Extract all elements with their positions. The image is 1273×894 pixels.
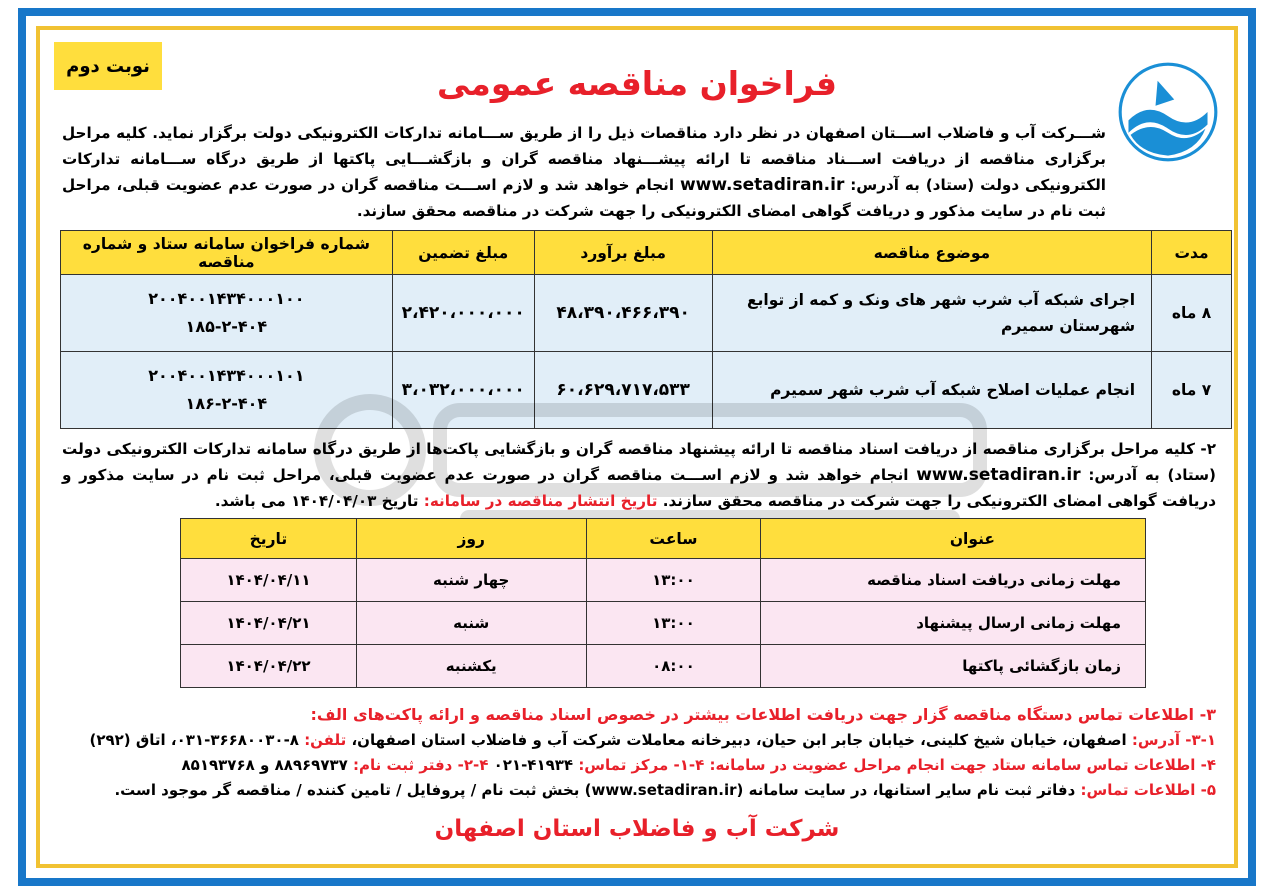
- other-contact-text: دفاتر ثبت نام سایر استانها، در سایت سامانه (www.setadiran.ir) بخش ثبت نام / پروفایل / تامین کننده / مناقصه گر موجود است.: [114, 781, 1076, 799]
- tender-number: ۱۸۵-۲-۴۰۴: [185, 317, 268, 336]
- phone-label: تلفن:: [304, 731, 347, 749]
- ad-frame: [18, 8, 1256, 886]
- event-title: مهلت زمانی دریافت اسناد مناقصه: [761, 559, 1146, 602]
- registration-office-phone: ۸۸۹۶۹۷۳۷ و ۸۵۱۹۳۷۶۸: [181, 756, 348, 774]
- contact-line-5: [62, 778, 1216, 803]
- ad-title: فراخوان مناقصه عمومی: [437, 64, 837, 103]
- duration: ۷ ماه: [1152, 352, 1232, 429]
- call-number-cell: [61, 275, 393, 352]
- schedule-table: [180, 518, 1146, 688]
- table-row: [61, 352, 1232, 429]
- publish-date-label: تاریخ انتشار مناقصه در سامانه:: [423, 492, 658, 510]
- table-row: [181, 602, 1146, 645]
- contact-line-3-1: [62, 728, 1216, 753]
- event-title: مهلت زمانی ارسال پیشنهاد: [761, 602, 1146, 645]
- contact-heading: ۳- اطلاعات تماس دستگاه مناقصه گزار جهت دریافت اطلاعات بیشتر در خصوص اسناد مناقصه و ارائه پاکت‌های الف:: [310, 705, 1216, 724]
- event-day: چهار شنبه: [356, 559, 586, 602]
- company-signature: شرکت آب و فاضلاب استان اصفهان: [434, 816, 840, 842]
- water-company-logo: [1116, 60, 1220, 164]
- table-row: [61, 275, 1232, 352]
- call-center-phone: ۴۱۹۳۴-۰۲۱: [493, 756, 574, 774]
- estimate: ۴۸،۳۹۰،۴۶۶،۳۹۰: [534, 275, 712, 352]
- setad-url-2: www.setadiran.ir: [916, 465, 1081, 485]
- registration-office-label: ۴-۲- دفتر ثبت نام:: [353, 756, 489, 774]
- estimate: ۶۰،۶۲۹،۷۱۷،۵۳۳: [534, 352, 712, 429]
- col-time: ساعت: [586, 519, 761, 559]
- event-time: ۱۳:۰۰: [586, 602, 761, 645]
- col-duration: مدت: [1152, 231, 1232, 275]
- tender-table-header: [61, 231, 1232, 275]
- table-row: [181, 645, 1146, 688]
- ad-inner-border: [36, 26, 1238, 868]
- contact-section: [62, 702, 1216, 803]
- procedure-text-1: ۲- کلیه مراحل برگزاری مناقصه از دریافت اسناد مناقصه تا ارائه پیشنهاد مناقصه گران و بازگشایی پاکت‌ها از طریق درگاه سامانه تدارکات الکترونیکی دولت (ستاد) به آدرس:: [62, 440, 1216, 484]
- schedule-table-header: [181, 519, 1146, 559]
- procedure-paragraph: [62, 436, 1216, 514]
- subject: اجرای شبکه آب شرب شهر های ونک و کمه از توابع شهرستان سمیرم: [712, 275, 1151, 352]
- address-text: اصفهان، خیابان شیخ کلینی، خیابان جابر ابن حیان، دبیرخانه معاملات شرکت آب و فاضلاب استان اصفهان،: [351, 731, 1127, 749]
- setad-url: www.setadiran.ir: [679, 175, 845, 195]
- table-row: [181, 559, 1146, 602]
- duration: ۸ ماه: [1152, 275, 1232, 352]
- event-day: یکشنبه: [356, 645, 586, 688]
- contact-line-3: [62, 702, 1216, 728]
- col-subject: موضوع مناقصه: [712, 231, 1151, 275]
- event-date: ۱۴۰۴/۰۴/۲۱: [181, 602, 357, 645]
- col-guarantee: مبلغ تضمین: [392, 231, 534, 275]
- event-day: شنبه: [356, 602, 586, 645]
- round-badge: نوبت دوم: [54, 42, 162, 90]
- intro-text-1: شـــرکت آب و فاضلاب اســـتان اصفهان در نظر دارد مناقصات ذیل را از طریق ســـامانه تدارکات الکترونیکی دولت برگزار نماید. کلیه مراحل برگزاری مناقصه از دریافت اســـناد مناقصه تا ارائه پیشـــنهاد مناقصه گران و بازگشـــایی پاکتها از طریق درگاه ســـامانه تدارکات الکترونیکی دولت (ستاد) به آدرس:: [62, 124, 1106, 194]
- tender-number: ۱۸۶-۲-۴۰۴: [185, 394, 268, 413]
- call-number: ۲۰۰۴۰۰۱۴۳۴۰۰۰۱۰۱: [148, 366, 305, 385]
- other-contact-label: ۵- اطلاعات تماس:: [1080, 781, 1216, 799]
- event-time: ۰۸:۰۰: [586, 645, 761, 688]
- call-number: ۲۰۰۴۰۰۱۴۳۴۰۰۰۱۰۰: [148, 289, 305, 308]
- event-date: ۱۴۰۴/۰۴/۱۱: [181, 559, 357, 602]
- phone-number: ۸-۳۶۶۸۰۰۳۰-۰۳۱، اتاق (۲۹۲): [89, 731, 299, 749]
- tender-table: [60, 230, 1232, 429]
- col-day: روز: [356, 519, 586, 559]
- col-date: تاریخ: [181, 519, 357, 559]
- call-number-cell: [61, 352, 393, 429]
- intro-paragraph: [62, 120, 1106, 224]
- contact-line-4: [62, 753, 1216, 778]
- col-call-number: شماره فراخوان سامانه ستاد و شماره مناقصه: [61, 231, 393, 275]
- event-title: زمان بازگشائی پاکتها: [761, 645, 1146, 688]
- event-date: ۱۴۰۴/۰۴/۲۲: [181, 645, 357, 688]
- publish-date: تاریخ ۱۴۰۴/۰۴/۰۳ می باشد.: [214, 492, 419, 510]
- procedure-text-2: انجام خواهد شد و لازم اســـت مناقصه گران در صورت عدم عضویت قبلی، مراحل ثبت نام در سایت مذکور و دریافت گواهی امضای الکترونیکی را جهت شرکت در مناقصه محقق سازند.: [62, 466, 1216, 510]
- subject: انجام عملیات اصلاح شبکه آب شرب شهر سمیرم: [712, 352, 1151, 429]
- guarantee: ۲،۴۲۰،۰۰۰،۰۰۰: [392, 275, 534, 352]
- setad-contact-heading: ۴- اطلاعات تماس سامانه ستاد جهت انجام مراحل عضویت در سامانه: ۴-۱- مرکز تماس:: [578, 756, 1216, 774]
- guarantee: ۳،۰۳۲،۰۰۰،۰۰۰: [392, 352, 534, 429]
- col-estimate: مبلغ برآورد: [534, 231, 712, 275]
- event-time: ۱۳:۰۰: [586, 559, 761, 602]
- address-label: ۳-۱- آدرس:: [1131, 731, 1216, 749]
- intro-text-2: انجام خواهد شد و لازم اســـت مناقصه گران در صورت عدم عضویت قبلی، مراحل ثبت نام در سایت مذکور و دریافت گواهی امضای الکترونیکی را جهت شرکت در مناقصه محقق سازند.: [62, 176, 1106, 220]
- col-title: عنوان: [761, 519, 1146, 559]
